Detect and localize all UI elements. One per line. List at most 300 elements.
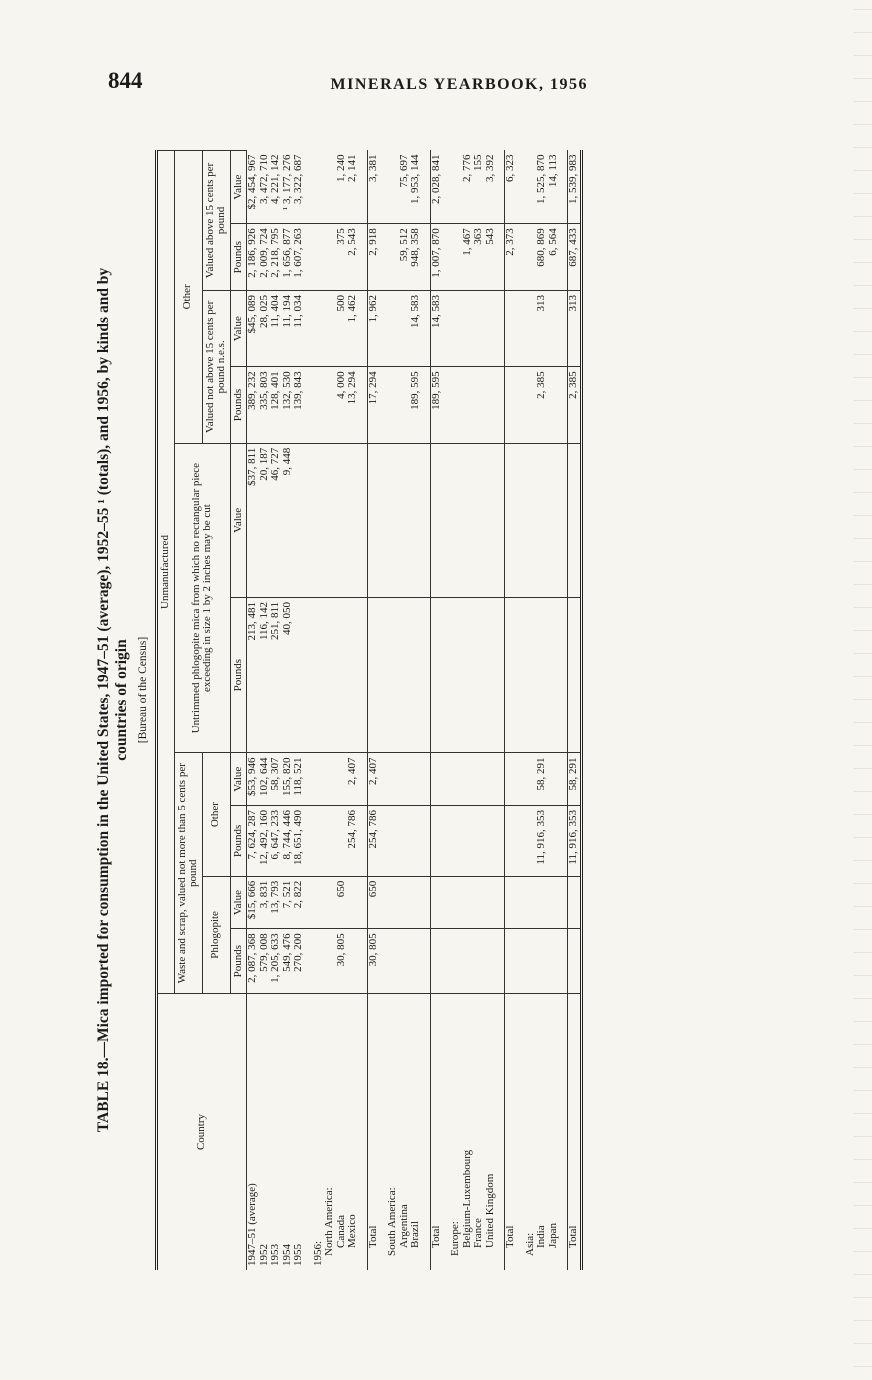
table-caption bbox=[95, 130, 131, 1270]
table-cell: 2, 009, 724 bbox=[259, 224, 271, 291]
table-cell bbox=[324, 443, 336, 597]
table-cell bbox=[359, 597, 368, 753]
table-cell: 254, 786 bbox=[367, 806, 379, 877]
table-cell bbox=[399, 597, 411, 753]
table-cell bbox=[379, 806, 387, 877]
table-cell bbox=[525, 876, 537, 929]
table-cell bbox=[430, 597, 442, 753]
table-cell: $37, 811 bbox=[247, 443, 259, 597]
rotated-table-block bbox=[95, 110, 775, 1270]
table-cell bbox=[462, 753, 474, 806]
table-row bbox=[525, 151, 537, 1271]
table-cell bbox=[324, 597, 336, 753]
table-cell: 17, 294 bbox=[367, 367, 379, 443]
table-cell bbox=[517, 597, 525, 753]
table-cell bbox=[496, 443, 505, 597]
table-cell: 116, 142 bbox=[259, 597, 271, 753]
table-spacer-row bbox=[379, 151, 387, 1271]
table-cell bbox=[313, 753, 325, 806]
table-cell: 3, 472, 710 bbox=[259, 151, 271, 224]
table-cell: 251, 811 bbox=[270, 597, 282, 753]
row-label: 1956: bbox=[311, 1240, 324, 1266]
table-cell: 9, 448 bbox=[282, 443, 294, 597]
table-cell: 313 bbox=[568, 291, 582, 367]
table-cell bbox=[305, 806, 313, 877]
table-cell bbox=[379, 443, 387, 597]
table-cell: 2, 385 bbox=[536, 367, 548, 443]
table-cell bbox=[473, 753, 485, 806]
table-row bbox=[548, 151, 560, 1271]
table-cell bbox=[568, 876, 582, 929]
table-cell: 375 bbox=[336, 224, 348, 291]
table-cell: 549, 476 bbox=[282, 929, 294, 994]
table-cell bbox=[473, 929, 485, 994]
table-cell: 14, 583 bbox=[430, 291, 442, 367]
table-cell bbox=[387, 367, 399, 443]
header-other: Other bbox=[202, 753, 230, 876]
table-cell: 680, 869 bbox=[536, 224, 548, 291]
table-cell bbox=[485, 291, 497, 367]
header-pounds: Pounds bbox=[230, 597, 247, 753]
table-cell bbox=[313, 151, 325, 224]
table-cell: 58, 291 bbox=[568, 753, 582, 806]
table-cell: 8, 744, 446 bbox=[282, 806, 294, 877]
table-cell: 7, 521 bbox=[282, 876, 294, 929]
table-cell: 213, 481 bbox=[247, 597, 259, 753]
header-not-above-15-cents: Valued not above 15 cents per pound n.e.s. bbox=[202, 291, 230, 444]
header-pounds: Pounds bbox=[230, 929, 247, 994]
table-cell bbox=[496, 597, 505, 753]
table-cell bbox=[442, 151, 450, 224]
table-cell bbox=[496, 291, 505, 367]
table-cell bbox=[496, 753, 505, 806]
table-cell bbox=[548, 753, 560, 806]
row-label: Argentina bbox=[397, 1204, 410, 1248]
header-pounds: Pounds bbox=[230, 224, 247, 291]
table-total-row bbox=[430, 151, 442, 1271]
table-cell bbox=[442, 367, 450, 443]
table-cell bbox=[568, 929, 582, 994]
table-cell bbox=[324, 151, 336, 224]
table-cell bbox=[367, 597, 379, 753]
caption-line-1: TABLE 18.—Mica imported for consumption in the United States, 1947–51 (average), 1952–55 ¹ (totals), and 1956, by kinds and by bbox=[95, 267, 112, 1133]
row-label: Europe: bbox=[449, 1221, 461, 1256]
table-cell bbox=[548, 597, 560, 753]
row-label: South America: bbox=[386, 1187, 398, 1256]
row-label: Total bbox=[367, 994, 379, 1271]
table-cell bbox=[324, 753, 336, 806]
table-cell bbox=[422, 876, 431, 929]
header-value: Value bbox=[230, 876, 247, 929]
table-cell: 2, 141 bbox=[347, 151, 359, 224]
table-row bbox=[450, 151, 462, 1271]
table-cell bbox=[359, 224, 368, 291]
table-cell bbox=[462, 806, 474, 877]
table-cell: 59, 512 bbox=[399, 224, 411, 291]
table-spacer-row bbox=[442, 151, 450, 1271]
table-cell bbox=[517, 291, 525, 367]
table-cell bbox=[536, 876, 548, 929]
table-cell: 40, 050 bbox=[282, 597, 294, 753]
table-cell bbox=[525, 443, 537, 597]
table-cell: 155, 820 bbox=[282, 753, 294, 806]
table-cell bbox=[505, 367, 517, 443]
table-cell bbox=[442, 876, 450, 929]
table-cell bbox=[422, 753, 431, 806]
table-cell bbox=[473, 367, 485, 443]
table-cell bbox=[422, 367, 431, 443]
table-cell bbox=[379, 753, 387, 806]
row-label: Belgium-Luxembourg bbox=[460, 1149, 473, 1248]
table-cell bbox=[525, 929, 537, 994]
table-cell bbox=[336, 443, 348, 597]
table-cell bbox=[462, 929, 474, 994]
table-row bbox=[313, 151, 325, 1271]
table-spacer-row bbox=[559, 151, 568, 1271]
row-label: Japan bbox=[546, 1222, 559, 1248]
table-cell: 1, 205, 633 bbox=[270, 929, 282, 994]
row-label bbox=[305, 994, 313, 1271]
table-cell bbox=[359, 291, 368, 367]
table-cell: 13, 793 bbox=[270, 876, 282, 929]
table-cell bbox=[485, 443, 497, 597]
table-cell bbox=[387, 291, 399, 367]
table-cell bbox=[359, 443, 368, 597]
table-cell: 2, 028, 841 bbox=[430, 151, 442, 224]
row-label: 1947–51 (average) bbox=[246, 1183, 258, 1266]
table-cell bbox=[313, 443, 325, 597]
table-cell bbox=[379, 597, 387, 753]
table-cell bbox=[496, 367, 505, 443]
table-cell bbox=[473, 291, 485, 367]
table-cell: 2, 407 bbox=[367, 753, 379, 806]
table-cell bbox=[559, 876, 568, 929]
table-body bbox=[247, 151, 582, 1271]
table-cell: 75, 697 bbox=[399, 151, 411, 224]
table-cell: 2, 822 bbox=[293, 876, 305, 929]
table-cell: 46, 727 bbox=[270, 443, 282, 597]
table-cell: 2, 087, 368 bbox=[247, 929, 259, 994]
row-label: France bbox=[472, 1218, 484, 1248]
table-cell bbox=[324, 224, 336, 291]
table-cell: ¹ 3, 177, 276 bbox=[282, 151, 294, 224]
header-value: Value bbox=[230, 753, 247, 806]
page-header bbox=[108, 68, 588, 108]
table-cell: 1, 953, 144 bbox=[410, 151, 422, 224]
table-cell: 1, 525, 870 bbox=[536, 151, 548, 224]
header-phlogopite: Phlogopite bbox=[202, 876, 230, 993]
table-cell bbox=[410, 597, 422, 753]
table-cell bbox=[559, 597, 568, 753]
table-cell bbox=[536, 929, 548, 994]
table-row bbox=[473, 151, 485, 1271]
table-cell: 687, 433 bbox=[568, 224, 582, 291]
header-country: Country bbox=[157, 994, 247, 1271]
table-cell: 270, 200 bbox=[293, 929, 305, 994]
table-cell bbox=[399, 443, 411, 597]
row-label: 1953 bbox=[269, 1244, 281, 1266]
table-cell bbox=[430, 443, 442, 597]
table-cell: 1, 462 bbox=[347, 291, 359, 367]
table-cell bbox=[450, 597, 462, 753]
table-cell bbox=[305, 367, 313, 443]
table-cell bbox=[305, 224, 313, 291]
table-cell bbox=[548, 929, 560, 994]
table-cell bbox=[305, 929, 313, 994]
table-cell bbox=[536, 597, 548, 753]
row-label: 1955 bbox=[292, 1244, 304, 1266]
table-cell bbox=[517, 367, 525, 443]
table-cell bbox=[422, 443, 431, 597]
table-cell bbox=[462, 367, 474, 443]
table-cell: 4, 221, 142 bbox=[270, 151, 282, 224]
table-cell: 139, 843 bbox=[293, 367, 305, 443]
table-cell bbox=[505, 753, 517, 806]
table-cell bbox=[387, 806, 399, 877]
table-cell bbox=[517, 443, 525, 597]
table-cell: 2, 373 bbox=[505, 224, 517, 291]
table-cell: 948, 358 bbox=[410, 224, 422, 291]
table-cell bbox=[462, 443, 474, 597]
table-cell bbox=[347, 929, 359, 994]
table-cell bbox=[367, 443, 379, 597]
table-cell bbox=[359, 753, 368, 806]
table-spacer-row bbox=[422, 151, 431, 1271]
table-total-row bbox=[568, 151, 582, 1271]
table-cell bbox=[442, 291, 450, 367]
table-cell bbox=[324, 806, 336, 877]
running-title: MINERALS YEARBOOK, 1956 bbox=[330, 76, 588, 93]
table-cell bbox=[548, 291, 560, 367]
table-cell: 543 bbox=[485, 224, 497, 291]
table-cell: 30, 805 bbox=[336, 929, 348, 994]
table-cell: 132, 530 bbox=[282, 367, 294, 443]
header-value: Value bbox=[230, 151, 247, 224]
row-label: Total bbox=[568, 994, 582, 1271]
table-cell bbox=[305, 597, 313, 753]
table-cell: 6, 647, 233 bbox=[270, 806, 282, 877]
mica-import-table bbox=[155, 150, 583, 1270]
table-cell bbox=[568, 597, 582, 753]
table-cell bbox=[450, 291, 462, 367]
table-cell bbox=[387, 929, 399, 994]
table-cell: 102, 644 bbox=[259, 753, 271, 806]
table-cell bbox=[387, 224, 399, 291]
row-label: 1952 bbox=[257, 1244, 270, 1266]
table-cell bbox=[410, 443, 422, 597]
table-cell bbox=[379, 367, 387, 443]
table-cell: 335, 803 bbox=[259, 367, 271, 443]
table-cell bbox=[485, 876, 497, 929]
table-cell bbox=[462, 876, 474, 929]
table-cell bbox=[313, 929, 325, 994]
table-row bbox=[270, 151, 282, 1271]
table-cell bbox=[517, 753, 525, 806]
table-cell: 650 bbox=[367, 876, 379, 929]
table-cell: $53, 946 bbox=[247, 753, 259, 806]
header-pounds: Pounds bbox=[230, 806, 247, 877]
table-cell: 28, 025 bbox=[259, 291, 271, 367]
table-cell bbox=[379, 291, 387, 367]
table-cell bbox=[359, 151, 368, 224]
table-cell bbox=[410, 876, 422, 929]
table-row bbox=[347, 151, 359, 1271]
table-cell: 11, 916, 353 bbox=[568, 806, 582, 877]
table-row bbox=[485, 151, 497, 1271]
table-cell: 30, 805 bbox=[367, 929, 379, 994]
table-cell bbox=[422, 224, 431, 291]
table-cell bbox=[324, 291, 336, 367]
table-cell bbox=[399, 753, 411, 806]
row-label: Canada bbox=[334, 1215, 347, 1248]
table-cell: 4, 000 bbox=[336, 367, 348, 443]
table-cell bbox=[525, 597, 537, 753]
table-cell: 11, 034 bbox=[293, 291, 305, 367]
table-cell: 1, 467 bbox=[462, 224, 474, 291]
table-cell bbox=[442, 443, 450, 597]
table-cell bbox=[473, 443, 485, 597]
table-cell bbox=[422, 151, 431, 224]
table-cell: 2, 385 bbox=[568, 367, 582, 443]
table-cell: 3, 392 bbox=[485, 151, 497, 224]
table-cell: $2, 454, 967 bbox=[247, 151, 259, 224]
table-cell bbox=[496, 806, 505, 877]
table-cell bbox=[505, 291, 517, 367]
table-cell bbox=[505, 597, 517, 753]
table-cell bbox=[305, 291, 313, 367]
table-cell bbox=[450, 151, 462, 224]
table-cell: 12, 492, 160 bbox=[259, 806, 271, 877]
row-label: Brazil bbox=[409, 1221, 421, 1248]
row-label: Total bbox=[430, 994, 442, 1271]
table-cell: 2, 186, 926 bbox=[247, 224, 259, 291]
table-cell: 6, 323 bbox=[505, 151, 517, 224]
table-cell: 189, 595 bbox=[410, 367, 422, 443]
table-cell: 1, 962 bbox=[367, 291, 379, 367]
header-value: Value bbox=[230, 291, 247, 367]
table-cell bbox=[485, 806, 497, 877]
table-cell: 2, 543 bbox=[347, 224, 359, 291]
table-cell bbox=[517, 224, 525, 291]
row-label: 1954 bbox=[280, 1244, 293, 1266]
table-cell bbox=[313, 291, 325, 367]
table-cell bbox=[313, 876, 325, 929]
table-cell: 3, 381 bbox=[367, 151, 379, 224]
table-cell bbox=[450, 876, 462, 929]
table-cell bbox=[485, 929, 497, 994]
table-cell bbox=[379, 224, 387, 291]
table-cell bbox=[450, 224, 462, 291]
table-cell bbox=[473, 876, 485, 929]
table-cell bbox=[422, 929, 431, 994]
row-label bbox=[517, 994, 525, 1271]
table-cell bbox=[387, 597, 399, 753]
table-cell bbox=[505, 876, 517, 929]
caption-line-2: countries of origin bbox=[113, 639, 130, 761]
table-cell: 1, 607, 263 bbox=[293, 224, 305, 291]
table-cell bbox=[536, 443, 548, 597]
header-pounds: Pounds bbox=[230, 367, 247, 443]
table-cell bbox=[313, 806, 325, 877]
table-row bbox=[536, 151, 548, 1271]
row-label: United Kingdom bbox=[483, 1173, 496, 1248]
table-cell bbox=[313, 224, 325, 291]
table-cell bbox=[359, 876, 368, 929]
table-cell bbox=[359, 367, 368, 443]
table-cell bbox=[305, 753, 313, 806]
table-cell bbox=[485, 597, 497, 753]
table-row bbox=[247, 151, 259, 1271]
table-cell: 6, 564 bbox=[548, 224, 560, 291]
table-cell bbox=[336, 597, 348, 753]
table-cell bbox=[548, 367, 560, 443]
table-cell bbox=[517, 876, 525, 929]
table-cell bbox=[313, 367, 325, 443]
row-label: North America: bbox=[323, 1187, 335, 1256]
table-cell: 1, 539, 983 bbox=[568, 151, 582, 224]
table-cell bbox=[359, 929, 368, 994]
table-cell bbox=[548, 806, 560, 877]
table-cell bbox=[379, 929, 387, 994]
table-spacer-row bbox=[305, 151, 313, 1271]
table-spacer-row bbox=[517, 151, 525, 1271]
table-cell: 1, 240 bbox=[336, 151, 348, 224]
table-cell bbox=[387, 753, 399, 806]
table-cell bbox=[430, 753, 442, 806]
table-cell: 20, 187 bbox=[259, 443, 271, 597]
table-cell: 14, 583 bbox=[410, 291, 422, 367]
header-value: Value bbox=[230, 443, 247, 597]
table-cell: 579, 008 bbox=[259, 929, 271, 994]
table-cell bbox=[473, 806, 485, 877]
table-cell: 11, 916, 353 bbox=[536, 806, 548, 877]
table-cell bbox=[473, 597, 485, 753]
table-cell bbox=[305, 443, 313, 597]
table-cell bbox=[347, 597, 359, 753]
table-cell bbox=[387, 443, 399, 597]
table-cell: 2, 218, 795 bbox=[270, 224, 282, 291]
table-cell bbox=[399, 876, 411, 929]
table-cell: 58, 307 bbox=[270, 753, 282, 806]
table-cell bbox=[379, 876, 387, 929]
table-row bbox=[410, 151, 422, 1271]
table-cell bbox=[517, 806, 525, 877]
table-cell: 189, 595 bbox=[430, 367, 442, 443]
table-cell: 313 bbox=[536, 291, 548, 367]
table-cell bbox=[450, 806, 462, 877]
table-cell bbox=[410, 753, 422, 806]
table-cell bbox=[347, 443, 359, 597]
header-untrimmed-phlogopite: Untrimmed phlogopite mica from which no rectangular piece exceeding in size 1 by 2 inches may be cut bbox=[174, 443, 230, 753]
table-cell: 2, 918 bbox=[367, 224, 379, 291]
table-cell bbox=[442, 929, 450, 994]
table-cell: 18, 651, 490 bbox=[293, 806, 305, 877]
table-cell: 1, 656, 877 bbox=[282, 224, 294, 291]
table-cell bbox=[399, 806, 411, 877]
table-cell bbox=[568, 443, 582, 597]
table-row bbox=[293, 151, 305, 1271]
table-cell: 3, 831 bbox=[259, 876, 271, 929]
table-cell bbox=[399, 929, 411, 994]
table-cell bbox=[450, 753, 462, 806]
table-cell: 3, 322, 687 bbox=[293, 151, 305, 224]
table-cell: 389, 232 bbox=[247, 367, 259, 443]
table-cell bbox=[387, 876, 399, 929]
table-cell: 2, 407 bbox=[347, 753, 359, 806]
table-total-row bbox=[505, 151, 517, 1271]
table-cell: 11, 404 bbox=[270, 291, 282, 367]
table-cell bbox=[559, 443, 568, 597]
